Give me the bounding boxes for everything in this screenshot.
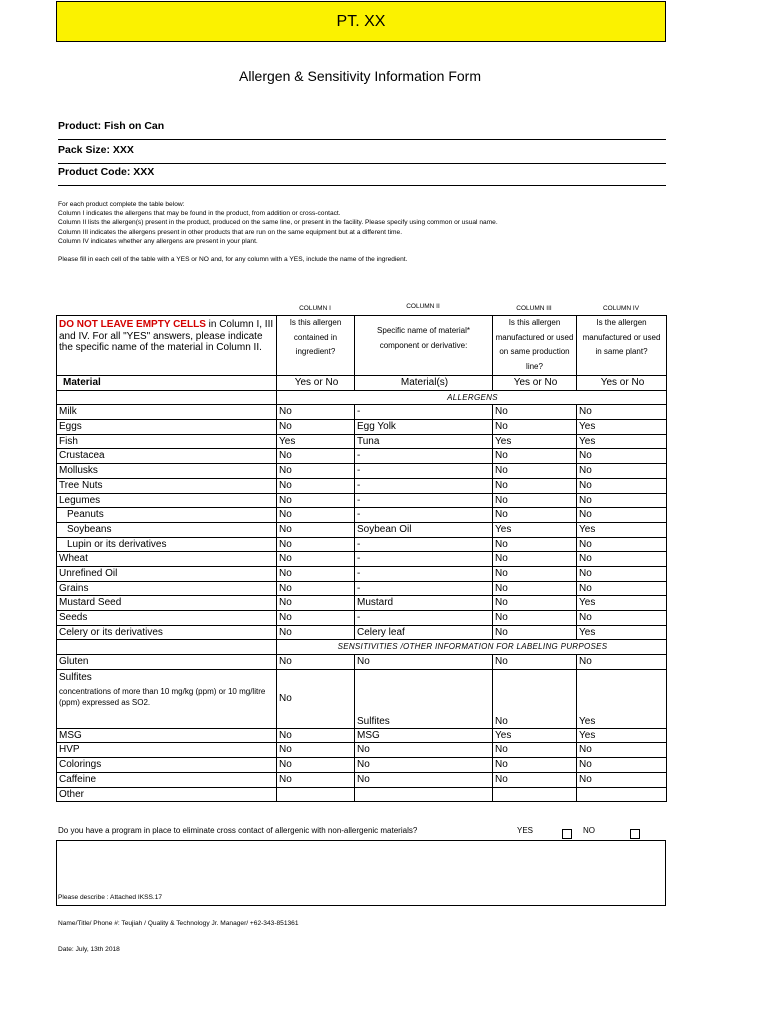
warning-red: DO NOT LEAVE EMPTY CELLS (59, 319, 206, 330)
cell-c4: No (577, 464, 667, 479)
name-title-phone: Name/Title/ Phone #: Teujiah / Quality & Technology Jr. Manager/ +62-343-851361 (58, 920, 299, 927)
cell-c1: No (277, 655, 355, 670)
instruction-line: Column III indicates the allergens present in other products that are run on the same equipment but at a different time. (58, 228, 403, 236)
cell-c3: No (493, 449, 577, 464)
cell-c4: No (577, 478, 667, 493)
row-name: Lupin or its derivatives (57, 537, 277, 552)
cell-c1: Yes (277, 434, 355, 449)
table-row (57, 405, 667, 420)
row-name: Mustard Seed (57, 596, 277, 611)
sensitivities-section-row (57, 640, 667, 655)
answer-header-1: Yes or No (277, 376, 355, 391)
column-header-4: COLUMN IV (602, 305, 640, 312)
cell-c3: No (493, 405, 577, 420)
cell-c3: Yes (493, 728, 577, 743)
cell-c2: - (355, 405, 493, 420)
answer-header-4: Yes or No (577, 376, 667, 391)
cell-c2: Tuna (355, 434, 493, 449)
cell-c3: No (493, 743, 577, 758)
cell-c3: No (493, 508, 577, 523)
table-row (57, 566, 667, 581)
cell-c3: No (493, 758, 577, 773)
cell-c4: No (577, 566, 667, 581)
row-name: Wheat (57, 552, 277, 567)
row-name: Mollusks (57, 464, 277, 479)
cell-c1: No (277, 478, 355, 493)
cell-c2: - (355, 552, 493, 567)
row-name: Eggs (57, 420, 277, 435)
cell-c2: Soybean Oil (355, 522, 493, 537)
column-header-1: COLUMN I (299, 305, 331, 312)
question-3: Is this allergen manufactured or used on same production line? (493, 316, 577, 376)
cell-c4: Yes (577, 669, 667, 728)
cell-c4: Yes (577, 522, 667, 537)
cell-c3: No (493, 566, 577, 581)
row-name: Fish (57, 434, 277, 449)
row-name: Gluten (57, 655, 277, 670)
table-row (57, 728, 667, 743)
cell-c3: No (493, 420, 577, 435)
cell-c2: Sulfites (355, 669, 493, 728)
question-row (57, 316, 667, 376)
cell-c1: No (277, 566, 355, 581)
answer-header-2: Material(s) (355, 376, 493, 391)
material-header: Material (57, 376, 277, 391)
cell-c1: No (277, 420, 355, 435)
cell-c4: No (577, 552, 667, 567)
cell-c4: Yes (577, 728, 667, 743)
sulfites-name: Sulfites (59, 671, 92, 683)
cell-c3: No (493, 655, 577, 670)
product-code-label: Product Code: XXX (58, 166, 155, 178)
table-row (57, 552, 667, 567)
cell-c3: Yes (493, 522, 577, 537)
header-banner (56, 1, 666, 42)
cell-c2: No (355, 772, 493, 787)
cell-c3: No (493, 596, 577, 611)
table-row (57, 596, 667, 611)
cell-c4: No (577, 405, 667, 420)
sulfites-cell (57, 669, 277, 728)
cell-c1: No (277, 743, 355, 758)
table-row (57, 522, 667, 537)
cell-c4: No (577, 743, 667, 758)
cell-c3: No (493, 669, 577, 728)
table-row (57, 449, 667, 464)
warning-text: in Column I, III and IV. For all "YES" answers, please indicate the specific name of the material in Column II. (59, 319, 274, 353)
instructions (58, 200, 498, 246)
table-row (57, 537, 667, 552)
yes-checkbox[interactable] (562, 829, 572, 839)
allergen-table (56, 315, 667, 802)
allergens-section-row (57, 390, 667, 405)
cell-c1: No (277, 537, 355, 552)
row-name: Legumes (57, 493, 277, 508)
table-row (57, 420, 667, 435)
cell-c2: - (355, 611, 493, 626)
cell-c4: No (577, 508, 667, 523)
row-name: Seeds (57, 611, 277, 626)
cell-c2: No (355, 743, 493, 758)
table-row (57, 743, 667, 758)
sulfites-row (57, 669, 667, 728)
cell-c3: No (493, 464, 577, 479)
row-name: Peanuts (57, 508, 277, 523)
cell-c2: MSG (355, 728, 493, 743)
cell-c1: No (277, 669, 355, 728)
cell-c1: No (277, 728, 355, 743)
form-title: Allergen & Sensitivity Information Form (239, 68, 481, 84)
cell-c4: No (577, 449, 667, 464)
cell-c1: No (277, 581, 355, 596)
table-row (57, 434, 667, 449)
cell-c2: Mustard (355, 596, 493, 611)
cell-c3: No (493, 552, 577, 567)
program-question: Do you have a program in place to eliminate cross contact of allergenic with non-allergenic materials? (58, 826, 418, 835)
cell-c2: Celery leaf (355, 625, 493, 640)
cell-c1: No (277, 625, 355, 640)
cell-c1: No (277, 464, 355, 479)
cell-c4: No (577, 611, 667, 626)
cell-c2: - (355, 478, 493, 493)
question-1: Is this allergen contained in ingredient? (277, 316, 355, 376)
table-row (57, 625, 667, 640)
row-name: Other (57, 787, 277, 802)
row-name: Milk (57, 405, 277, 420)
instruction-line: Column II lists the allergen(s) present in the product, produced on the same line, or present in the facility. Please specify using common or usual name. (58, 219, 498, 227)
cell-c2: No (355, 758, 493, 773)
cell-c4: No (577, 655, 667, 670)
other-rows (57, 728, 667, 801)
cell-c4: Yes (577, 434, 667, 449)
banner-title: PT. XX (336, 12, 386, 30)
cell-c3: No (493, 478, 577, 493)
allergen-rows (57, 405, 667, 640)
cell-c1: No (277, 596, 355, 611)
instruction-line: Column I indicates the allergens that may be found in the product, from addition or cross-contact. (58, 210, 341, 218)
column-header-3: COLUMN III (516, 305, 552, 312)
cell-c1 (277, 787, 355, 802)
table-row (57, 581, 667, 596)
cell-c1: No (277, 405, 355, 420)
cell-c1: No (277, 493, 355, 508)
pack-size-label: Pack Size: XXX (58, 144, 134, 156)
table-row (57, 787, 667, 802)
question-2: Specific name of material* component or derivative: (355, 316, 493, 376)
cell-c4: Yes (577, 625, 667, 640)
cell-c1: No (277, 772, 355, 787)
cell-c3: No (493, 772, 577, 787)
instruction-line: Column IV indicates whether any allergens are present in your plant. (58, 237, 258, 245)
cell-c4: No (577, 537, 667, 552)
table-row (57, 478, 667, 493)
cell-c2: - (355, 508, 493, 523)
cell-c1: No (277, 552, 355, 567)
sensitivities-section-label: SENSITIVITIES /OTHER INFORMATION FOR LABELING PURPOSES (277, 640, 667, 655)
cell-c2 (355, 787, 493, 802)
cell-c2: - (355, 537, 493, 552)
product-label: Product: Fish on Can (58, 120, 165, 132)
cell-c2: - (355, 464, 493, 479)
cell-c2: - (355, 493, 493, 508)
row-name: Colorings (57, 758, 277, 773)
product-field (58, 120, 666, 140)
cell-c2: No (355, 655, 493, 670)
describe-label: Please describe : Attached IKSS.17 (58, 894, 163, 901)
cell-c1: No (277, 449, 355, 464)
pack-size-field (58, 144, 666, 164)
row-name: HVP (57, 743, 277, 758)
cell-c1: No (277, 522, 355, 537)
cell-c1: No (277, 611, 355, 626)
row-name: Soybeans (57, 522, 277, 537)
no-label: NO (583, 826, 595, 835)
table-row (57, 611, 667, 626)
table-row (57, 493, 667, 508)
instruction-fill: Please fill in each cell of the table with a YES or NO and, for any column with a YES, include the name of the ingredient. (58, 256, 408, 263)
row-name: Unrefined Oil (57, 566, 277, 581)
row-name: Tree Nuts (57, 478, 277, 493)
cell-c3: No (493, 493, 577, 508)
allergens-section-label: ALLERGENS (277, 390, 667, 405)
cell-c2: - (355, 566, 493, 581)
cell-c3 (493, 787, 577, 802)
warning-cell (57, 316, 277, 376)
cell-c4 (577, 787, 667, 802)
cell-c1: No (277, 508, 355, 523)
row-name: MSG (57, 728, 277, 743)
yes-label: YES (517, 826, 534, 835)
cell-c3: No (493, 611, 577, 626)
table-row (57, 772, 667, 787)
answer-header-3: Yes or No (493, 376, 577, 391)
cell-c3: No (493, 581, 577, 596)
column-header-2: COLUMN II (406, 303, 440, 310)
cell-c2: - (355, 449, 493, 464)
cell-c3: No (493, 537, 577, 552)
cell-c4: Yes (577, 596, 667, 611)
cell-c3: Yes (493, 434, 577, 449)
no-checkbox[interactable] (630, 829, 640, 839)
answer-header-row (57, 376, 667, 391)
row-name: Grains (57, 581, 277, 596)
cell-c4: No (577, 581, 667, 596)
question-4: Is the allergen manufactured or used in same plant? (577, 316, 667, 376)
table-row (57, 655, 667, 670)
row-name: Caffeine (57, 772, 277, 787)
table-row (57, 508, 667, 523)
date-line: Date: July, 13th 2018 (58, 946, 120, 953)
cell-c4: No (577, 758, 667, 773)
cell-c4: Yes (577, 420, 667, 435)
cell-c1: No (277, 758, 355, 773)
cell-c3: No (493, 625, 577, 640)
instruction-line: For each product complete the table below: (58, 201, 185, 208)
table-row (57, 758, 667, 773)
cell-c2: - (355, 581, 493, 596)
product-code-field (58, 166, 666, 186)
row-name: Crustacea (57, 449, 277, 464)
table-row (57, 464, 667, 479)
row-name: Celery or its derivatives (57, 625, 277, 640)
cell-c4: No (577, 772, 667, 787)
sulfites-note: concentrations of more than 10 mg/kg (ppm) or 10 mg/litre (ppm) expressed as SO2. (59, 686, 266, 707)
cell-c4: No (577, 493, 667, 508)
cell-c2: Egg Yolk (355, 420, 493, 435)
